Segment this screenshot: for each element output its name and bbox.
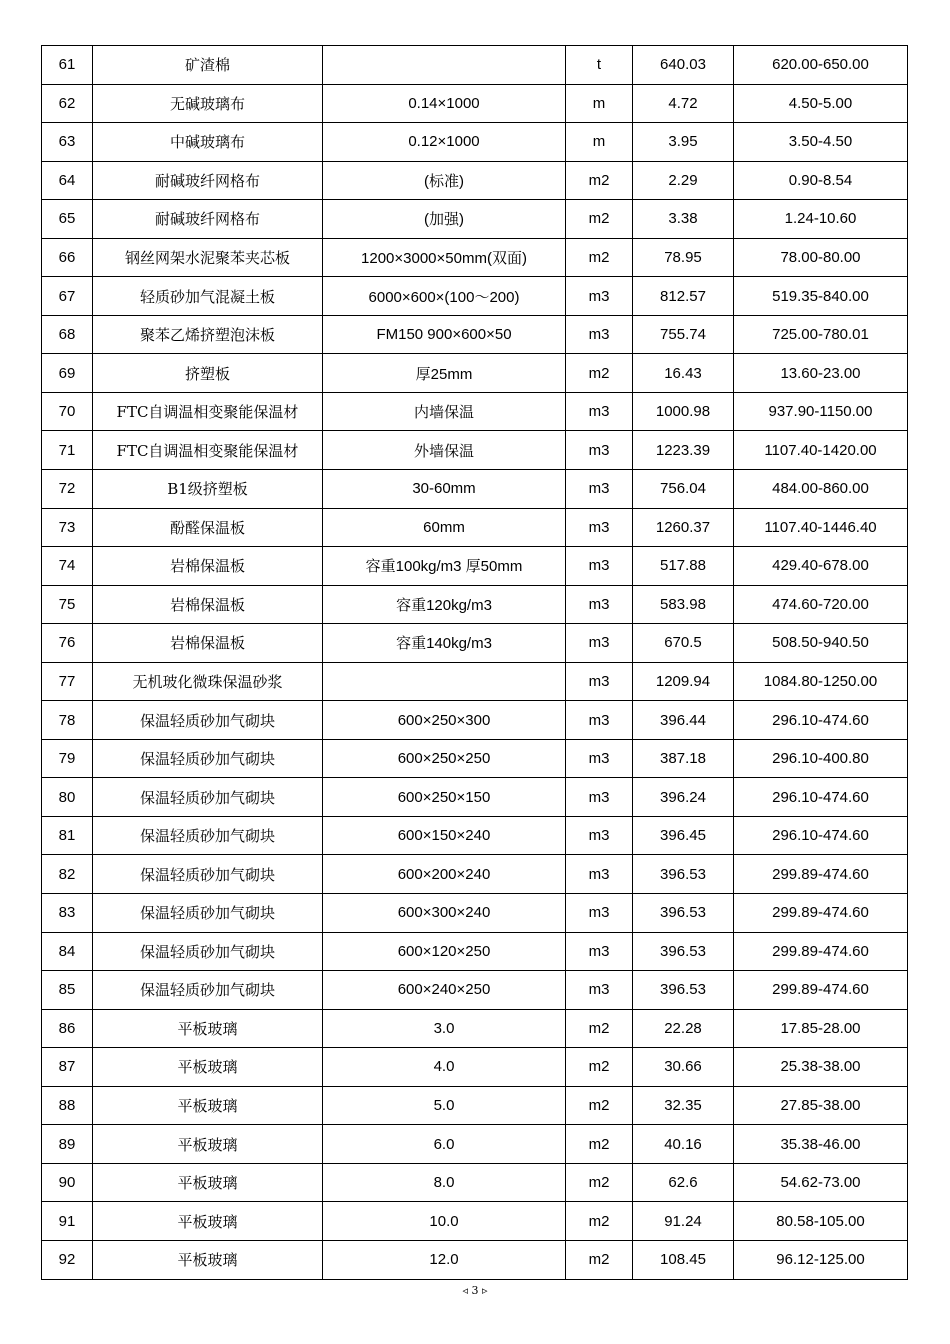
cell-unit: m2 bbox=[566, 1240, 633, 1279]
cell-number: 61 bbox=[42, 46, 93, 85]
cell-price-range: 1107.40-1446.40 bbox=[734, 508, 908, 547]
cell-price-range: 4.50-5.00 bbox=[734, 84, 908, 123]
cell-specification: 4.0 bbox=[323, 1048, 566, 1087]
cell-price-range: 13.60-23.00 bbox=[734, 354, 908, 393]
cell-material-name: 聚苯乙烯挤塑泡沫板 bbox=[93, 315, 323, 354]
cell-specification: (标准) bbox=[323, 161, 566, 200]
cell-number: 79 bbox=[42, 739, 93, 778]
table-row bbox=[42, 1240, 908, 1279]
cell-material-name: 钢丝网架水泥聚苯夹芯板 bbox=[93, 238, 323, 277]
cell-number: 77 bbox=[42, 662, 93, 701]
cell-price: 1209.94 bbox=[633, 662, 734, 701]
cell-specification: 8.0 bbox=[323, 1163, 566, 1202]
cell-price-range: 937.90-1150.00 bbox=[734, 392, 908, 431]
cell-specification bbox=[323, 46, 566, 85]
cell-material-name: 岩棉保温板 bbox=[93, 547, 323, 586]
cell-unit: m3 bbox=[566, 277, 633, 316]
cell-unit: m3 bbox=[566, 547, 633, 586]
cell-number: 78 bbox=[42, 701, 93, 740]
cell-price: 640.03 bbox=[633, 46, 734, 85]
table-row bbox=[42, 739, 908, 778]
cell-specification: 容重120kg/m3 bbox=[323, 585, 566, 624]
table-body bbox=[42, 46, 908, 1280]
cell-specification: 5.0 bbox=[323, 1086, 566, 1125]
cell-unit: m bbox=[566, 123, 633, 162]
cell-unit: m3 bbox=[566, 662, 633, 701]
cell-price: 1000.98 bbox=[633, 392, 734, 431]
cell-price: 756.04 bbox=[633, 470, 734, 509]
table-row bbox=[42, 547, 908, 586]
cell-price-range: 299.89-474.60 bbox=[734, 971, 908, 1010]
cell-material-name: 耐碱玻纤网格布 bbox=[93, 200, 323, 239]
cell-number: 91 bbox=[42, 1202, 93, 1241]
cell-material-name: B1级挤塑板 bbox=[93, 470, 323, 509]
cell-price-range: 0.90-8.54 bbox=[734, 161, 908, 200]
cell-specification: FM150 900×600×50 bbox=[323, 315, 566, 354]
table-row bbox=[42, 662, 908, 701]
cell-price: 396.53 bbox=[633, 932, 734, 971]
cell-specification bbox=[323, 662, 566, 701]
cell-price: 396.53 bbox=[633, 971, 734, 1010]
cell-material-name: FTC自调温相变聚能保温材 bbox=[93, 392, 323, 431]
cell-number: 64 bbox=[42, 161, 93, 200]
cell-number: 68 bbox=[42, 315, 93, 354]
cell-price: 40.16 bbox=[633, 1125, 734, 1164]
cell-specification: 600×300×240 bbox=[323, 894, 566, 933]
table-row bbox=[42, 894, 908, 933]
cell-price-range: 1084.80-1250.00 bbox=[734, 662, 908, 701]
table-row bbox=[42, 971, 908, 1010]
table-row bbox=[42, 392, 908, 431]
cell-unit: t bbox=[566, 46, 633, 85]
cell-material-name: 矿渣棉 bbox=[93, 46, 323, 85]
cell-price: 387.18 bbox=[633, 739, 734, 778]
cell-price-range: 484.00-860.00 bbox=[734, 470, 908, 509]
cell-specification: 厚25mm bbox=[323, 354, 566, 393]
cell-specification: 600×250×250 bbox=[323, 739, 566, 778]
cell-unit: m3 bbox=[566, 508, 633, 547]
cell-number: 82 bbox=[42, 855, 93, 894]
page-number: ◃ 3 ▹ bbox=[462, 1284, 488, 1297]
cell-specification: (加强) bbox=[323, 200, 566, 239]
cell-price-range: 429.40-678.00 bbox=[734, 547, 908, 586]
cell-number: 83 bbox=[42, 894, 93, 933]
table-row bbox=[42, 354, 908, 393]
table-row bbox=[42, 238, 908, 277]
cell-price-range: 296.10-474.60 bbox=[734, 778, 908, 817]
cell-number: 74 bbox=[42, 547, 93, 586]
table-row bbox=[42, 200, 908, 239]
cell-specification: 600×200×240 bbox=[323, 855, 566, 894]
cell-unit: m3 bbox=[566, 470, 633, 509]
cell-number: 89 bbox=[42, 1125, 93, 1164]
cell-specification: 内墙保温 bbox=[323, 392, 566, 431]
cell-price: 3.38 bbox=[633, 200, 734, 239]
table-row bbox=[42, 1048, 908, 1087]
cell-number: 87 bbox=[42, 1048, 93, 1087]
cell-price: 22.28 bbox=[633, 1009, 734, 1048]
cell-specification: 30-60mm bbox=[323, 470, 566, 509]
cell-material-name: 平板玻璃 bbox=[93, 1240, 323, 1279]
cell-material-name: 酚醛保温板 bbox=[93, 508, 323, 547]
cell-price: 108.45 bbox=[633, 1240, 734, 1279]
cell-price: 517.88 bbox=[633, 547, 734, 586]
cell-number: 67 bbox=[42, 277, 93, 316]
cell-unit: m2 bbox=[566, 1202, 633, 1241]
cell-price: 3.95 bbox=[633, 123, 734, 162]
cell-unit: m2 bbox=[566, 200, 633, 239]
cell-specification: 0.12×1000 bbox=[323, 123, 566, 162]
table-row bbox=[42, 277, 908, 316]
table-row bbox=[42, 624, 908, 663]
cell-number: 71 bbox=[42, 431, 93, 470]
table-row bbox=[42, 508, 908, 547]
cell-specification: 600×250×150 bbox=[323, 778, 566, 817]
cell-material-name: 保温轻质砂加气砌块 bbox=[93, 894, 323, 933]
cell-specification: 6000×600×(100～200) bbox=[323, 277, 566, 316]
cell-price-range: 1.24-10.60 bbox=[734, 200, 908, 239]
cell-number: 90 bbox=[42, 1163, 93, 1202]
cell-material-name: 平板玻璃 bbox=[93, 1048, 323, 1087]
cell-number: 84 bbox=[42, 932, 93, 971]
cell-material-name: 平板玻璃 bbox=[93, 1125, 323, 1164]
table-row bbox=[42, 1202, 908, 1241]
cell-price: 396.53 bbox=[633, 855, 734, 894]
cell-price-range: 299.89-474.60 bbox=[734, 932, 908, 971]
cell-price-range: 299.89-474.60 bbox=[734, 894, 908, 933]
cell-material-name: 平板玻璃 bbox=[93, 1009, 323, 1048]
cell-material-name: 耐碱玻纤网格布 bbox=[93, 161, 323, 200]
cell-price-range: 519.35-840.00 bbox=[734, 277, 908, 316]
cell-material-name: 保温轻质砂加气砌块 bbox=[93, 855, 323, 894]
cell-price: 62.6 bbox=[633, 1163, 734, 1202]
cell-price-range: 96.12-125.00 bbox=[734, 1240, 908, 1279]
cell-price-range: 620.00-650.00 bbox=[734, 46, 908, 85]
price-table bbox=[41, 45, 908, 1280]
cell-specification: 12.0 bbox=[323, 1240, 566, 1279]
cell-price: 4.72 bbox=[633, 84, 734, 123]
cell-price-range: 296.10-474.60 bbox=[734, 701, 908, 740]
table-row bbox=[42, 816, 908, 855]
cell-material-name: 岩棉保温板 bbox=[93, 585, 323, 624]
cell-specification: 外墙保温 bbox=[323, 431, 566, 470]
cell-number: 63 bbox=[42, 123, 93, 162]
cell-price: 583.98 bbox=[633, 585, 734, 624]
cell-price: 812.57 bbox=[633, 277, 734, 316]
cell-price-range: 25.38-38.00 bbox=[734, 1048, 908, 1087]
cell-material-name: 保温轻质砂加气砌块 bbox=[93, 971, 323, 1010]
cell-price: 1223.39 bbox=[633, 431, 734, 470]
cell-number: 86 bbox=[42, 1009, 93, 1048]
cell-material-name: 保温轻质砂加气砌块 bbox=[93, 816, 323, 855]
cell-specification: 60mm bbox=[323, 508, 566, 547]
cell-material-name: 中碱玻璃布 bbox=[93, 123, 323, 162]
cell-number: 80 bbox=[42, 778, 93, 817]
table-row bbox=[42, 1086, 908, 1125]
cell-unit: m2 bbox=[566, 1086, 633, 1125]
cell-specification: 1200×3000×50mm(双面) bbox=[323, 238, 566, 277]
cell-price-range: 27.85-38.00 bbox=[734, 1086, 908, 1125]
table-row bbox=[42, 161, 908, 200]
cell-unit: m3 bbox=[566, 739, 633, 778]
cell-number: 88 bbox=[42, 1086, 93, 1125]
cell-price-range: 35.38-46.00 bbox=[734, 1125, 908, 1164]
cell-unit: m3 bbox=[566, 315, 633, 354]
cell-number: 62 bbox=[42, 84, 93, 123]
cell-material-name: 岩棉保温板 bbox=[93, 624, 323, 663]
table-row bbox=[42, 1125, 908, 1164]
cell-price: 1260.37 bbox=[633, 508, 734, 547]
cell-unit: m2 bbox=[566, 1048, 633, 1087]
cell-number: 85 bbox=[42, 971, 93, 1010]
cell-price: 2.29 bbox=[633, 161, 734, 200]
cell-number: 92 bbox=[42, 1240, 93, 1279]
cell-price-range: 3.50-4.50 bbox=[734, 123, 908, 162]
table-row bbox=[42, 855, 908, 894]
cell-unit: m3 bbox=[566, 431, 633, 470]
cell-price-range: 296.10-400.80 bbox=[734, 739, 908, 778]
cell-number: 76 bbox=[42, 624, 93, 663]
cell-material-name: 保温轻质砂加气砌块 bbox=[93, 701, 323, 740]
cell-price-range: 54.62-73.00 bbox=[734, 1163, 908, 1202]
cell-price: 16.43 bbox=[633, 354, 734, 393]
cell-material-name: 平板玻璃 bbox=[93, 1202, 323, 1241]
cell-unit: m2 bbox=[566, 238, 633, 277]
cell-specification: 600×240×250 bbox=[323, 971, 566, 1010]
cell-specification: 0.14×1000 bbox=[323, 84, 566, 123]
cell-specification: 容重140kg/m3 bbox=[323, 624, 566, 663]
cell-number: 70 bbox=[42, 392, 93, 431]
table-row bbox=[42, 470, 908, 509]
cell-price: 755.74 bbox=[633, 315, 734, 354]
cell-price: 396.45 bbox=[633, 816, 734, 855]
cell-price-range: 1107.40-1420.00 bbox=[734, 431, 908, 470]
cell-unit: m3 bbox=[566, 932, 633, 971]
table-row bbox=[42, 46, 908, 85]
cell-price-range: 474.60-720.00 bbox=[734, 585, 908, 624]
cell-unit: m3 bbox=[566, 855, 633, 894]
cell-price: 670.5 bbox=[633, 624, 734, 663]
cell-material-name: 无碱玻璃布 bbox=[93, 84, 323, 123]
cell-unit: m3 bbox=[566, 701, 633, 740]
cell-price-range: 725.00-780.01 bbox=[734, 315, 908, 354]
cell-specification: 600×250×300 bbox=[323, 701, 566, 740]
cell-material-name: 平板玻璃 bbox=[93, 1086, 323, 1125]
table-row bbox=[42, 932, 908, 971]
table-row bbox=[42, 315, 908, 354]
cell-price-range: 78.00-80.00 bbox=[734, 238, 908, 277]
table-row bbox=[42, 431, 908, 470]
table-row bbox=[42, 1163, 908, 1202]
cell-number: 75 bbox=[42, 585, 93, 624]
table-row bbox=[42, 778, 908, 817]
cell-number: 72 bbox=[42, 470, 93, 509]
cell-specification: 600×120×250 bbox=[323, 932, 566, 971]
cell-unit: m2 bbox=[566, 1009, 633, 1048]
cell-unit: m bbox=[566, 84, 633, 123]
cell-price: 91.24 bbox=[633, 1202, 734, 1241]
cell-unit: m2 bbox=[566, 1163, 633, 1202]
cell-price: 78.95 bbox=[633, 238, 734, 277]
cell-material-name: 保温轻质砂加气砌块 bbox=[93, 739, 323, 778]
cell-price-range: 17.85-28.00 bbox=[734, 1009, 908, 1048]
cell-price: 396.44 bbox=[633, 701, 734, 740]
cell-material-name: 挤塑板 bbox=[93, 354, 323, 393]
cell-unit: m3 bbox=[566, 816, 633, 855]
cell-specification: 容重100kg/m3 厚50mm bbox=[323, 547, 566, 586]
table-row bbox=[42, 84, 908, 123]
table-row bbox=[42, 585, 908, 624]
cell-number: 73 bbox=[42, 508, 93, 547]
cell-price-range: 296.10-474.60 bbox=[734, 816, 908, 855]
cell-specification: 10.0 bbox=[323, 1202, 566, 1241]
cell-price-range: 80.58-105.00 bbox=[734, 1202, 908, 1241]
cell-price-range: 299.89-474.60 bbox=[734, 855, 908, 894]
cell-unit: m3 bbox=[566, 971, 633, 1010]
cell-material-name: 无机玻化微珠保温砂浆 bbox=[93, 662, 323, 701]
cell-material-name: 轻质砂加气混凝土板 bbox=[93, 277, 323, 316]
cell-unit: m3 bbox=[566, 894, 633, 933]
cell-unit: m3 bbox=[566, 624, 633, 663]
cell-price: 396.53 bbox=[633, 894, 734, 933]
cell-unit: m2 bbox=[566, 1125, 633, 1164]
cell-unit: m3 bbox=[566, 392, 633, 431]
cell-unit: m3 bbox=[566, 585, 633, 624]
cell-unit: m2 bbox=[566, 354, 633, 393]
table-row bbox=[42, 1009, 908, 1048]
cell-material-name: 保温轻质砂加气砌块 bbox=[93, 932, 323, 971]
cell-price-range: 508.50-940.50 bbox=[734, 624, 908, 663]
cell-material-name: 平板玻璃 bbox=[93, 1163, 323, 1202]
cell-number: 81 bbox=[42, 816, 93, 855]
cell-unit: m3 bbox=[566, 778, 633, 817]
cell-price: 32.35 bbox=[633, 1086, 734, 1125]
cell-number: 66 bbox=[42, 238, 93, 277]
cell-specification: 6.0 bbox=[323, 1125, 566, 1164]
table-row bbox=[42, 123, 908, 162]
cell-price: 396.24 bbox=[633, 778, 734, 817]
cell-number: 65 bbox=[42, 200, 93, 239]
cell-number: 69 bbox=[42, 354, 93, 393]
cell-specification: 3.0 bbox=[323, 1009, 566, 1048]
cell-price: 30.66 bbox=[633, 1048, 734, 1087]
cell-unit: m2 bbox=[566, 161, 633, 200]
cell-specification: 600×150×240 bbox=[323, 816, 566, 855]
cell-material-name: 保温轻质砂加气砌块 bbox=[93, 778, 323, 817]
table-row bbox=[42, 701, 908, 740]
cell-material-name: FTC自调温相变聚能保温材 bbox=[93, 431, 323, 470]
